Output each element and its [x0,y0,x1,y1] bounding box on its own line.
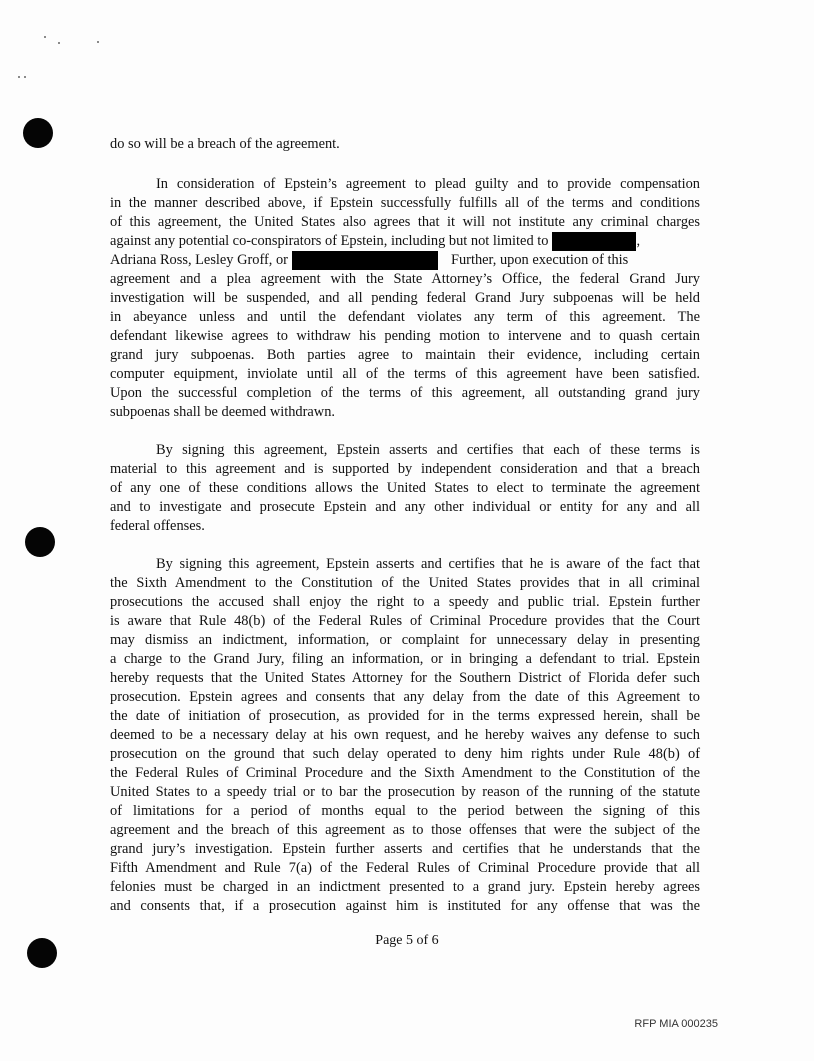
text-line: the Federal Rules of Criminal Procedure and the Sixth Amendment to the Constitution of the [110,765,700,781]
text-line-with-redaction [110,232,700,251]
scan-speck [18,76,20,78]
page-number: Page 5 of 6 [375,933,439,948]
text-fragment: Adriana Ross, Lesley Groff, or [110,252,288,268]
text-line: grand jury subpoenas. Both parties agree to maintain their evidence, including certain [110,347,700,363]
text-line: prosecution on the ground that such delay operated to deny him rights under Rule 48(b) of [110,746,700,762]
text-line: agreement and a plea agreement with the State Attorney’s Office, the federal Grand Jury [110,271,700,287]
text-line: and to investigate and prosecute Epstein and any other individual or entity for any and all [110,499,700,515]
text-line: grand jury’s investigation. Epstein further asserts and certifies that he understands that the [110,841,700,857]
text-line: United States to a speedy trial or to bar the prosecution by reason of the running of the statute [110,784,700,800]
punch-hole-top [23,118,53,148]
punch-hole-middle [25,527,55,557]
text-line: investigation will be suspended, and all pending federal Grand Jury subpoenas will be held [110,290,700,306]
text-line: computer equipment, inviolate until all of the terms of this agreement have been satisfied. [110,366,700,382]
paragraph-continuation [110,135,700,154]
scan-speck [58,42,60,44]
text-line: a charge to the Grand Jury, filing an information, or in bringing a defendant to trial. Epstein [110,651,700,667]
text-fragment: against any potential co-conspirators of Epstein, including but not limited to [110,233,549,249]
text-line: Upon the successful completion of the terms of this agreement, all outstanding grand jury [110,385,700,401]
text-line: of any one of these conditions allows the United States to elect to terminate the agreement [110,480,700,496]
text-line-with-redaction [110,251,700,270]
text-line: federal offenses. [110,518,205,534]
text-line: In consideration of Epstein’s agreement to plead guilty and to provide compensation [156,176,700,192]
text-line: of limitations for a period of months equal to the period between the signing of this [110,803,700,819]
text-line: and consents that, if a prosecution against him is instituted for any offense that was the [110,898,700,914]
redaction-box [552,232,636,251]
text-line: of this agreement, the United States also agrees that it will not institute any criminal charges [110,214,700,230]
paragraph-speedy-trial [110,555,700,916]
text-fragment: Further, upon execution of this [450,252,629,268]
bates-number: RFP MIA 000235 [634,1018,718,1030]
text-fragment: , [636,233,641,249]
text-line: in abeyance unless and until the defendant violates any term of this agreement. The [110,309,700,325]
text-line: prosecutions the accused shall enjoy the right to a speedy and public trial. Epstein further [110,594,700,610]
scan-speck [44,36,46,38]
text-line: By signing this agreement, Epstein asserts and certifies that each of these terms is [156,442,700,458]
text-line: may dismiss an indictment, information, or complaint for unnecessary delay in presenting [110,632,700,648]
text-line: Fifth Amendment and Rule 7(a) of the Federal Rules of Criminal Procedure provide that all [110,860,700,876]
text-line: defendant likewise agrees to withdraw his pending motion to intervene and to quash certain [110,328,700,344]
text-line: felonies must be charged in an indictment presented to a grand jury. Epstein hereby agrees [110,879,700,895]
text-line: prosecution. Epstein agrees and consents that any delay from the date of this Agreement to [110,689,700,705]
text-line: material to this agreement and is supported by independent consideration and that a breach [110,461,700,477]
text-line: the date of initiation of prosecution, as provided for in the terms expressed herein, shall be [110,708,700,724]
text-line: the Sixth Amendment to the Constitution of the United States provides that in all criminal [110,575,700,591]
text-line: hereby requests that the United States Attorney for the Southern District of Florida defer such [110,670,700,686]
text-line: deemed to be a necessary delay at his own request, and he hereby waives any defense to such [110,727,700,743]
paragraph-co-conspirators [110,175,700,422]
text-line: agreement and the breach of this agreement as to those offenses that were the subject of the [110,822,700,838]
text-line: in the manner described above, if Epstein successfully fulfills all of the terms and conditions [110,195,700,211]
paragraph-material-terms [110,441,700,536]
scan-speck [97,41,99,43]
text-line: subpoenas shall be deemed withdrawn. [110,404,335,420]
text-line: is aware that Rule 48(b) of the Federal Rules of Criminal Procedure provides that the Court [110,613,700,629]
scan-speck [24,76,26,78]
redaction-box [292,251,438,270]
text-line: By signing this agreement, Epstein asserts and certifies that he is aware of the fact that [156,556,700,572]
text-line: do so will be a breach of the agreement. [110,136,340,152]
